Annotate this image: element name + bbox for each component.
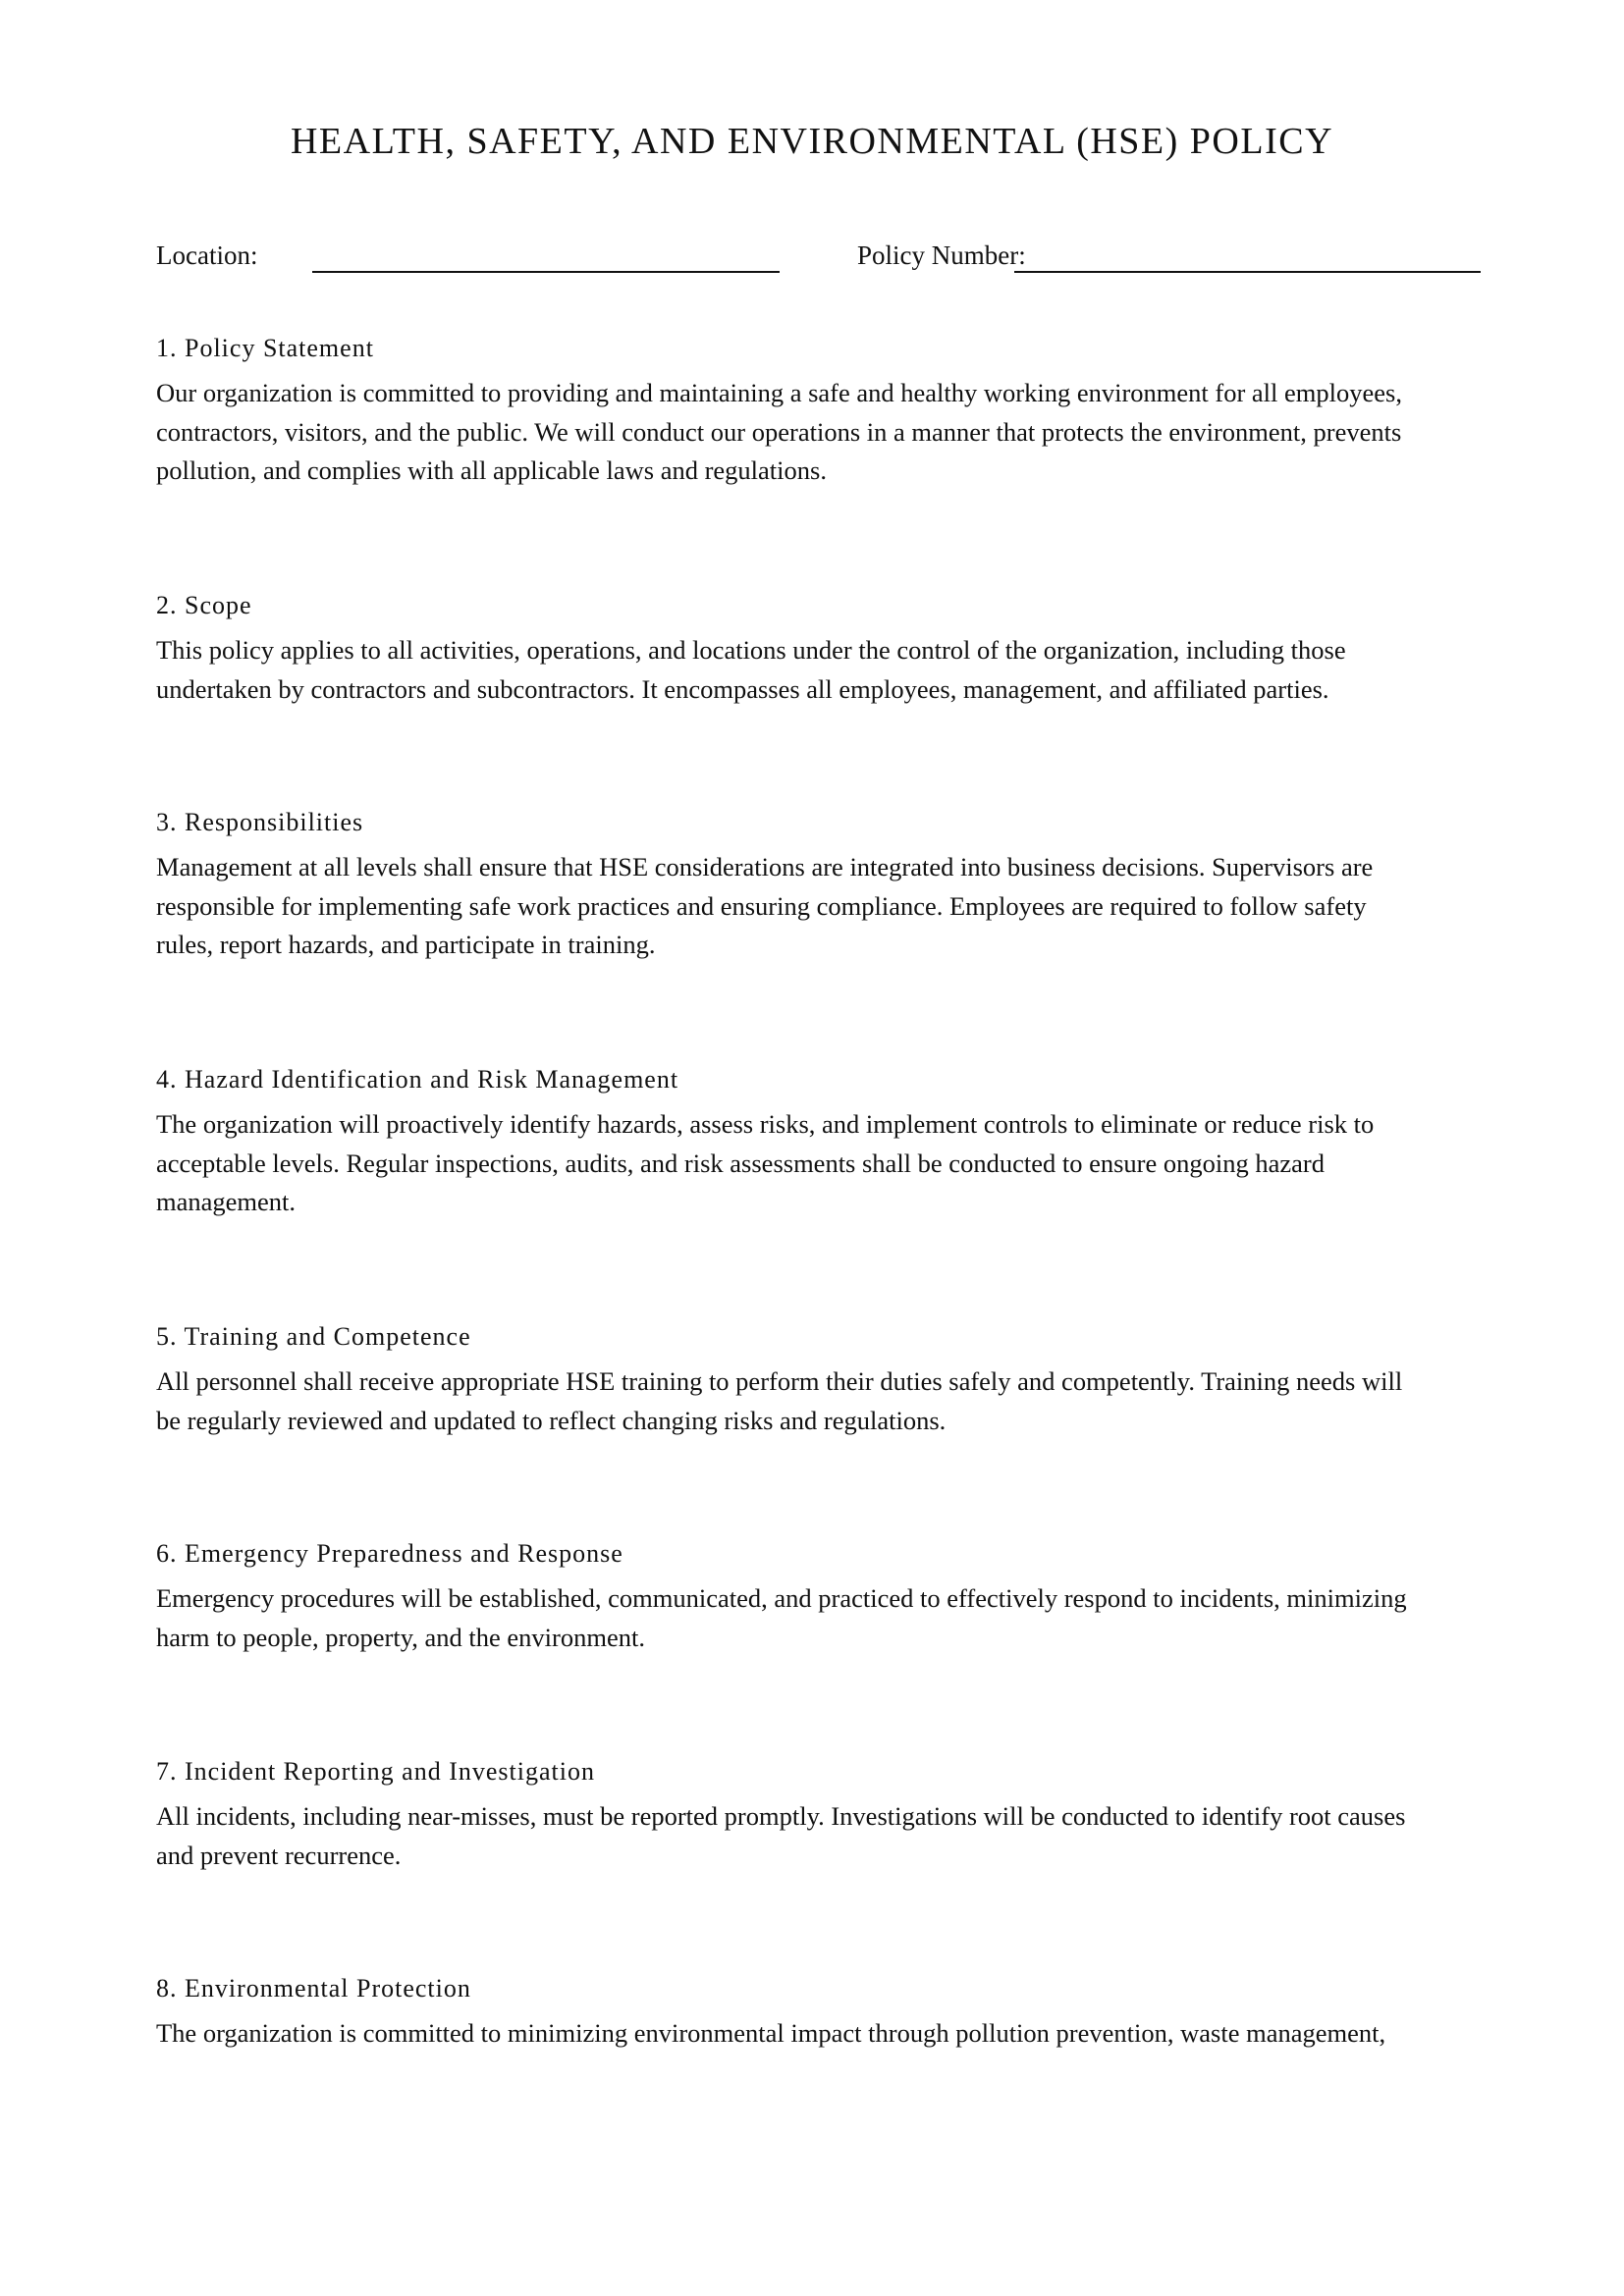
- section-policy-statement: [156, 332, 1491, 491]
- location-field: [156, 236, 780, 275]
- section-body: [156, 848, 1491, 965]
- body-line: The organization is committed to minimizing environmental impact through pollution prevention, waste management,: [156, 2018, 1386, 2048]
- body-line: Our organization is committed to providing and maintaining a safe and healthy working environment for all employees,: [156, 378, 1402, 407]
- location-underline: [312, 271, 780, 273]
- section-heading: 2. Scope: [156, 591, 252, 619]
- section-heading: 7. Incident Reporting and Investigation: [156, 1757, 595, 1786]
- section-body: [156, 374, 1491, 491]
- body-line: and prevent recurrence.: [156, 1840, 402, 1870]
- section-body: [156, 2014, 1491, 2054]
- body-line: All incidents, including near-misses, must be reported promptly. Investigations will be conducted to identify root causes: [156, 1801, 1406, 1831]
- body-line: This policy applies to all activities, operations, and locations under the control of the organization, including those: [156, 635, 1346, 665]
- section-emergency-preparedness: [156, 1537, 1491, 1657]
- body-line: All personnel shall receive appropriate HSE training to perform their duties safely and competently. Training needs will: [156, 1366, 1403, 1396]
- section-heading: 4. Hazard Identification and Risk Management: [156, 1065, 679, 1094]
- section-scope: [156, 589, 1491, 709]
- section-body: [156, 1797, 1491, 1875]
- policy-number-label: Policy Number:: [857, 240, 1026, 270]
- section-responsibilities: [156, 806, 1491, 965]
- section-environmental-protection: [156, 1972, 1491, 2054]
- location-label: Location:: [156, 240, 258, 270]
- section-body: [156, 1105, 1491, 1222]
- body-line: contractors, visitors, and the public. We will conduct our operations in a manner that protects the environment, prevents: [156, 416, 1402, 447]
- section-body: [156, 1579, 1491, 1657]
- section-heading: 8. Environmental Protection: [156, 1974, 471, 2002]
- section-heading: 6. Emergency Preparedness and Response: [156, 1539, 623, 1568]
- section-training: [156, 1320, 1491, 1440]
- body-line: Emergency procedures will be established, communicated, and practiced to effectively respond to incidents, minimizing: [156, 1583, 1407, 1613]
- body-line: responsible for implementing safe work practices and ensuring compliance. Employees are required to follow safety: [156, 890, 1367, 921]
- body-line: acceptable levels. Regular inspections, audits, and risk assessments shall be conducted to ensure ongoing hazard: [156, 1148, 1325, 1178]
- section-body: [156, 1362, 1491, 1440]
- section-heading: 5. Training and Competence: [156, 1322, 471, 1351]
- body-line: rules, report hazards, and participate in training.: [156, 930, 656, 959]
- body-line: pollution, and complies with all applicable laws and regulations.: [156, 455, 827, 485]
- section-hazard-identification: [156, 1063, 1491, 1222]
- body-line: Management at all levels shall ensure that HSE considerations are integrated into business decisions. Supervisors are: [156, 852, 1374, 881]
- section-heading: 1. Policy Statement: [156, 334, 374, 362]
- body-line: The organization will proactively identify hazards, assess risks, and implement controls to eliminate or reduce risk to: [156, 1109, 1375, 1139]
- section-heading: 3. Responsibilities: [156, 808, 364, 836]
- body-line: undertaken by contractors and subcontractors. It encompasses all employees, management, and affiliated parties.: [156, 673, 1329, 704]
- policy-number-field: [857, 236, 1481, 275]
- section-incident-reporting: [156, 1755, 1491, 1875]
- body-line: be regularly reviewed and updated to reflect changing risks and regulations.: [156, 1405, 947, 1435]
- section-body: [156, 631, 1491, 709]
- policy-number-underline: [1014, 271, 1481, 273]
- body-line: harm to people, property, and the environment.: [156, 1622, 645, 1652]
- body-line: management.: [156, 1187, 297, 1216]
- document-title: HEALTH, SAFETY, AND ENVIRONMENTAL (HSE) POLICY: [290, 121, 1334, 162]
